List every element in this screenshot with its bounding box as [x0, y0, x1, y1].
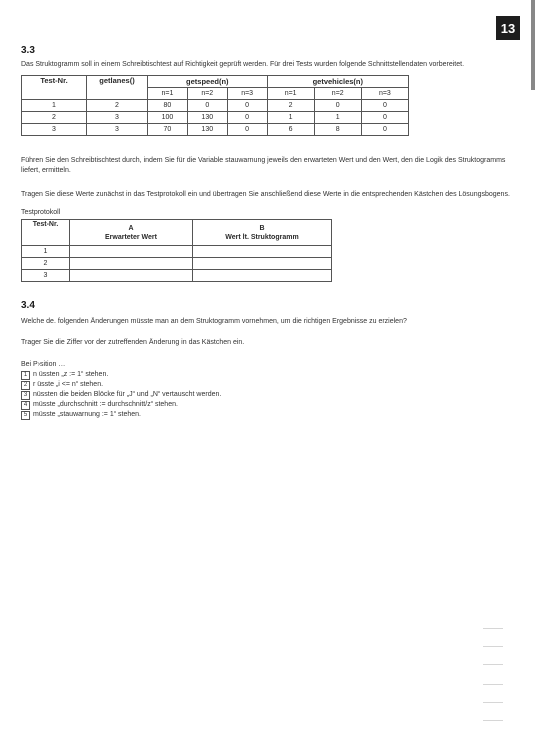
subheader-cell: n=2: [187, 88, 227, 100]
protocol-header-structogram-letter: B: [259, 224, 265, 232]
subheader-cell: n=3: [361, 88, 408, 100]
table-cell: 2: [87, 100, 148, 112]
header-getlanes: getlanes(): [87, 76, 148, 100]
table-cell: 2: [267, 100, 314, 112]
protocol-expected-cell[interactable]: [70, 246, 193, 258]
table-cell: 0: [361, 112, 408, 124]
page-edge-mark: [531, 0, 535, 90]
list-item: [21, 390, 221, 400]
section-3-3-paragraph-2: Tragen Sie diese Werte zunächst in das Testprotokoll ein und übertragen Sie anschließend diese Werte in die entsprechenden Kästchen des Lösungsbogens.: [21, 191, 510, 198]
table-cell: 3: [87, 124, 148, 136]
protocol-header-expected: [70, 220, 193, 246]
test-protocol-table: [21, 219, 332, 282]
protocol-structogram-cell[interactable]: [193, 258, 332, 270]
change-options-list: [21, 360, 221, 420]
protocol-header-row: [22, 220, 332, 246]
table-cell: 0: [361, 124, 408, 136]
table-header-row: [22, 76, 409, 88]
protocol-structogram-cell[interactable]: [193, 270, 332, 282]
protocol-header-structogram: [193, 220, 332, 246]
protocol-test-nr: 3: [22, 270, 70, 282]
protocol-row: [22, 246, 332, 258]
header-getspeed: getspeed(n): [148, 76, 268, 88]
list-item: [21, 410, 221, 420]
protocol-expected-cell[interactable]: [70, 258, 193, 270]
table-cell: 130: [187, 112, 227, 124]
section-3-4-question: Welche de. folgenden Änderungen müsste man an dem Struktogramm vornehmen, um die richtigen Ergebnisse zu erzielen?: [21, 318, 407, 325]
protocol-test-nr: 1: [22, 246, 70, 258]
option-number-box: 5: [21, 411, 30, 420]
margin-tick: [483, 664, 503, 665]
table-cell: 0: [187, 100, 227, 112]
table-row: [22, 100, 409, 112]
table-cell: 1: [22, 100, 87, 112]
table-cell: 1: [267, 112, 314, 124]
margin-tick: [483, 720, 503, 721]
options-lead: Bei P›sition …: [21, 361, 66, 368]
table-cell: 8: [314, 124, 361, 136]
option-number-box: 3: [21, 391, 30, 400]
option-number-box: 4: [21, 401, 30, 410]
table-cell: 3: [22, 124, 87, 136]
table-cell: 3: [87, 112, 148, 124]
option-number-box: 1: [21, 371, 30, 380]
section-3-4-instruction: Trager Sie die Ziffer vor der zutreffenden Änderung in das Kästchen ein.: [21, 339, 245, 346]
option-text: nüssten die beiden Blöcke für „J“ und „N“ vertauscht werden.: [33, 391, 222, 398]
table-cell: 0: [227, 112, 267, 124]
option-text: müsste „durchschnitt := durchschnitt/z“ stehen.: [33, 401, 178, 408]
list-item: [21, 400, 221, 410]
table-cell: 1: [314, 112, 361, 124]
protocol-header-test-nr: Test-Nr.: [22, 220, 70, 246]
table-row: [22, 112, 409, 124]
margin-tick: [483, 702, 503, 703]
table-cell: 130: [187, 124, 227, 136]
section-3-3-paragraph-1: Führen Sie den Schreibtischtest durch, indem Sie für die Variable stauwarnung jeweils den erwarteten Wert und den Wert, den die Logik des Struktogramms liefert, ermitteln.: [21, 157, 506, 174]
page-number-badge: 13: [496, 16, 520, 40]
list-item: [21, 370, 221, 380]
table-cell: 80: [148, 100, 188, 112]
interface-data-table: [21, 75, 409, 136]
table-cell: 0: [227, 124, 267, 136]
protocol-row: [22, 270, 332, 282]
header-getvehicles: getvehicles(n): [267, 76, 408, 88]
margin-tick: [483, 628, 503, 629]
margin-tick: [483, 646, 503, 647]
protocol-header-expected-letter: A: [128, 224, 134, 232]
table-row: [22, 124, 409, 136]
testprotokoll-label: Testprotokoll: [21, 209, 61, 216]
subheader-cell: n=1: [267, 88, 314, 100]
table-cell: 70: [148, 124, 188, 136]
protocol-header-structogram-label: Wert lt. Struktogramm: [225, 233, 299, 241]
header-test-nr: Test-Nr.: [22, 76, 87, 100]
protocol-structogram-cell[interactable]: [193, 246, 332, 258]
option-text: n üssten „z := 1“ stehen.: [33, 371, 109, 378]
subheader-cell: n=2: [314, 88, 361, 100]
protocol-expected-cell[interactable]: [70, 270, 193, 282]
section-3-3-title: 3.3: [21, 45, 35, 56]
section-3-4-title: 3.4: [21, 300, 35, 311]
option-text: müsste „stauwarnung := 1“ stehen.: [33, 411, 141, 418]
table-cell: 0: [361, 100, 408, 112]
protocol-header-expected-label: Erwarteter Wert: [104, 233, 157, 241]
table-cell: 0: [227, 100, 267, 112]
margin-tick: [483, 684, 503, 685]
option-number-box: 2: [21, 381, 30, 390]
subheader-cell: n=1: [148, 88, 188, 100]
table-cell: 0: [314, 100, 361, 112]
list-item: [21, 380, 221, 390]
protocol-test-nr: 2: [22, 258, 70, 270]
protocol-row: [22, 258, 332, 270]
table-cell: 6: [267, 124, 314, 136]
subheader-cell: n=3: [227, 88, 267, 100]
table-cell: 2: [22, 112, 87, 124]
option-text: r üsste „i <= n“ stehen.: [33, 381, 104, 388]
table-cell: 100: [148, 112, 188, 124]
section-3-3-intro: Das Struktogramm soll in einem Schreibtischtest auf Richtigkeit geprüft werden. Für drei Tests wurden folgende Schnittstellendaten vorbereitet.: [21, 61, 465, 68]
